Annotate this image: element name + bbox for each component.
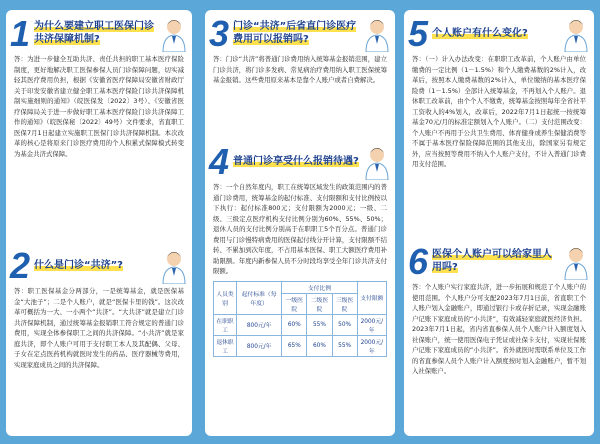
table-cell: 60%	[282, 314, 307, 335]
section-title: 什么是门诊“共济”?	[34, 260, 123, 271]
doctor-avatar-icon	[160, 248, 188, 284]
section-number: 6	[408, 241, 429, 282]
section-number: 2	[10, 245, 31, 286]
section-body: 答：一个自然年度内，职工在统筹区域发生的政策范围内的普通门诊费用，统筹基金的起付标准、支付限额和支付比例按以下执行：起付标准800元；支付限额为2000元；一级、二级、三级定点医疗机构支付比例分别为60%、55%、50%；退休人员的支付比例分别高于在职职工5个百分点。普通门诊费用与门诊慢特病费用的医保起付线分开计算，支付限额不结转、不累加到次年度，不占用基本医保、职工大额医疗费用补助限额。年度内新参保人员不分时段均享受全年门诊共济支付限额。	[213, 183, 387, 275]
table-header: 人员类别	[214, 281, 237, 314]
section-6	[404, 242, 594, 377]
section-body: 答：为进一步健全互助共济、责任共担的职工基本医疗保险制度，更好地解决职工医保参保人员门诊保障问题，切实减轻其医疗费用负担，根据《安徽省医疗保障局安徽省财政厅关于印发安徽省建立健全职工基本医疗保险门诊共济保障机制实施细则的通知》（皖医保发〔2022〕3号）、《安徽省医疗保障局关于进一步做好职工基本医疗保险门诊共济保障工作的通知》（皖医保秘〔2022〕49号）文件要求，省直职工医保7月1日起建立实施职工医保门诊共济保障机制。本次改革的核心是将原来门诊医疗费用的个人积累式保障模式转变为基金共济式保障。	[14, 55, 184, 158]
table-cell: 65%	[282, 335, 307, 356]
section-2	[6, 246, 192, 370]
table-cell: 60%	[307, 335, 332, 356]
section-body: 答：门诊“共济”将普通门诊费用纳入统筹基金报销范围，建立门诊共济，将门诊多发病、常见病治疗费用纳入职工医保统筹基金报销。这些费用原来基本是靠个人账户或者自费解决。	[213, 55, 387, 84]
table-cell: 800元/年	[237, 335, 282, 356]
doctor-avatar-icon	[562, 244, 590, 280]
table-cell: 55%	[307, 314, 332, 335]
section-body: 答：职工医保基金分两部分，一是统筹基金，就是医保基金“大池子”；二是个人账户，就是“医保卡里的钱”。这次改革可概括为一大、一小两个“共济”。“大共济”就是建立门诊共济保障机制，通过统筹基金报销职工符合规定的普通门诊费用，实现全体参保职工之间的共济保障。“小共济”就是家庭共济，即个人账户可用于支付职工本人及其配偶、父母、子女在定点医药机构就医时发生的药品、医疗器械等费用，实现家庭成员之间的共济保障。	[14, 287, 184, 369]
doctor-avatar-icon	[363, 144, 391, 180]
table-header: 起付标准（每年度）	[237, 281, 282, 314]
table-row	[214, 314, 387, 335]
section-body: 答：个人账户实行家庭共济，进一步拓展和规范了个人账户的使用范围。个人账户分可支配2023年7月1日前，省直职工个人账户划入金融账户，即通过银行卡或存折记录，实现金融账户记账下家庭成员的“小共济”，有效减轻家庭就医经济负担。2023年7月1日起，省内省直参保人员个人账户计入额度划入社保账户，统一使用医保电子凭证或社保卡支付，实现社保账户记账下家庭成员的“小共济”。省外就医时需联系单位及工作的省直参保人员个人账户计入额度按时划入金融账户，暂不划入社保账户。	[412, 283, 586, 375]
reimbursement-table	[213, 281, 387, 357]
section-title: 医保个人账户可以给家里人用吗?	[432, 249, 552, 273]
section-number: 5	[408, 13, 429, 54]
section-title: 普通门诊享受什么报销待遇?	[233, 156, 359, 167]
table-cell: 在职职工	[214, 314, 237, 335]
section-3	[205, 14, 395, 86]
panel-middle	[205, 10, 395, 436]
section-body: 答：（一）计入办法改变：在职职工改革前，个人账户由单位缴费的一定比例（1－1.5%）和个人缴费基数的2%计入，改革后，按照本人缴费基数的2%计入，单位缴纳的基本医疗保险费（1－1.5%）全部计入统筹基金，不再划入个人账户。退休职工改革前，由个个人不缴费，统筹基金按照每年全省社平工资收入的4%划入，改革后，2022年7月1日起统一按统筹基金70元/月的标准定额划入个人账户。（二）支付范围改变：个人账户不再用于公共卫生费用、体育健身或养生保健消费等不属于基本医疗保险保障范围的其他支出，除国家另有规定外，应当按照等费用不纳入个人账户支付，不计入普通门诊费用支付范围。	[412, 55, 586, 168]
panel-right	[404, 10, 594, 436]
table-cell: 2000元/年	[357, 335, 386, 356]
section-title: 为什么要建立职工医保门诊共济保障机制?	[34, 21, 154, 45]
panel-left	[6, 10, 192, 436]
section-number: 1	[10, 13, 31, 54]
table-header: 支付比例	[282, 281, 357, 293]
section-number: 3	[209, 13, 230, 54]
doctor-avatar-icon	[160, 16, 188, 52]
table-subheader: 三级医院	[332, 293, 357, 314]
section-5	[404, 14, 594, 170]
table-subheader: 二级医院	[307, 293, 332, 314]
section-title: 门诊“共济”后省直门诊医疗费用可以报销吗?	[233, 21, 357, 45]
table-subheader: 一级医院	[282, 293, 307, 314]
section-title: 个人账户有什么变化?	[432, 28, 528, 39]
section-number: 4	[209, 141, 230, 182]
table-cell: 800元/年	[237, 314, 282, 335]
table-cell: 55%	[332, 335, 357, 356]
doctor-avatar-icon	[562, 16, 590, 52]
table-row	[214, 335, 387, 356]
section-4	[205, 142, 395, 361]
table-header: 支付限额	[357, 281, 386, 314]
section-1	[6, 14, 192, 159]
table-cell: 2000元/年	[357, 314, 386, 335]
doctor-avatar-icon	[363, 16, 391, 52]
table-cell: 退休职工	[214, 335, 237, 356]
table-cell: 50%	[332, 314, 357, 335]
